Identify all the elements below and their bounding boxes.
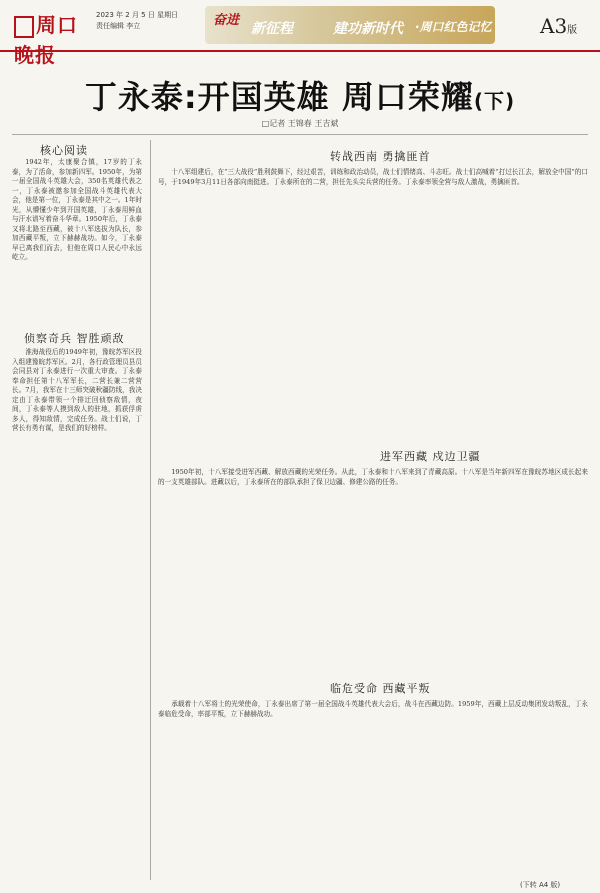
headline-main: 丁永泰:开国英雄 周口荣耀	[84, 78, 474, 116]
page-suffix: 版	[567, 25, 578, 36]
banner-word-2: 新征程	[251, 21, 293, 37]
continued-note: (下转 A4 版)	[520, 881, 561, 889]
date-line: 2023 年 2 月 5 日 星期日	[96, 11, 179, 19]
tibet-text	[158, 468, 588, 668]
southwest-paragraph: 十八军组建后，在“三大战役”胜利鼓舞下，经过艰苦，训练和政治动员，战士们情绪高、斗志旺。战士们高喊着“打过长江去，解放全中国”的口号，于1949年3月11日各部向南挺进。丁永泰所在的二营，担任先头尖兵营的任务。丁永泰率领全营与敌人激战，勇擒匪首。	[158, 168, 588, 186]
core-reading-text	[12, 158, 142, 318]
danger-text	[158, 700, 588, 870]
banner-word-3: 建功新时代	[333, 21, 403, 37]
danger-paragraph: 承载着十八军将士的光荣使命，丁永泰出席了第一届全国战斗英雄代表大会后，战斗在西藏边防。1959年，西藏上层反动集团发动叛乱，丁永泰临危受命，率部平叛，立下赫赫战功。	[158, 700, 588, 718]
banner-word-4: ·周口红色记忆	[415, 20, 492, 34]
section-core-reading: 核心阅读	[40, 144, 88, 157]
headline-suffix: (下)	[473, 89, 516, 113]
column-divider	[150, 140, 151, 880]
section-southwest: 转战西南 勇擒匪首	[330, 150, 431, 163]
section-danger: 临危受命 西藏平叛	[330, 682, 431, 695]
section-tibet: 进军西藏 戍边卫疆	[380, 450, 481, 463]
banner-word-1: 奋进	[213, 13, 240, 28]
divider	[12, 134, 588, 135]
scout-paragraph: 淮海战役后的1949年初，豫皖苏军区投入组建豫皖苏军区。2月，各行政管理员县员会同县对丁永泰进行一次重大审查。丁永泰奉命担任第十八军军长，二营长兼二营营长。7月，我军在十三师突破秋疆防线，我决定由丁永泰带领一个排迂回侦察敌情，夜间，丁永泰等人摸到敌人的驻地，抓获俘虏多人，得知敌情，完成任务。战士们说，丁营长有勇有谋，是我们的好榜样。	[12, 348, 142, 432]
editor-line: 责任编辑 李立	[96, 22, 141, 30]
scout-text	[12, 348, 142, 878]
core-paragraph: 1942年，太康聚合镇，17岁的丁永泰，为了活命，参加新四军。1950年，为第一届全国战斗英雄大会，350名英雄代表之一，丁永泰被邀参加全国战斗英雄代表大会，他是第一位，丁永泰是其中之一。1年时光，从懵懂少年到开国英雄，丁永泰用鲜血与汗水谱写着奋斗华章。1950年后，丁永泰又将北路至西藏，被十八军选拔为队长，参加西藏平叛，立下赫赫战功。如今，丁永泰早已离我们而去，但他在周口人民心中永远屹立。	[12, 158, 142, 261]
southwest-text	[158, 168, 588, 438]
page-number	[540, 14, 577, 38]
page-label: A3	[540, 14, 568, 38]
byline: □记者 王锦春 王吉斌	[261, 119, 339, 128]
logo-icon	[14, 16, 34, 38]
banner	[205, 6, 495, 44]
section-scout: 侦察奇兵 智胜顽敌	[24, 332, 125, 345]
masthead	[0, 0, 600, 67]
masthead-meta	[96, 10, 178, 32]
newspaper-logo	[14, 10, 92, 67]
headline	[0, 72, 600, 118]
logo-text: 周口晚报	[14, 13, 78, 67]
tibet-paragraph: 1950年初，十八军接受进军西藏、解放西藏的光荣任务。从此，丁永泰和十八军来到了青藏高原。十八军是当年新四军在豫皖苏地区成长起来的一支英雄部队。进藏以后，丁永泰所在的部队承担了保卫边疆、修建公路的任务。	[158, 468, 588, 486]
